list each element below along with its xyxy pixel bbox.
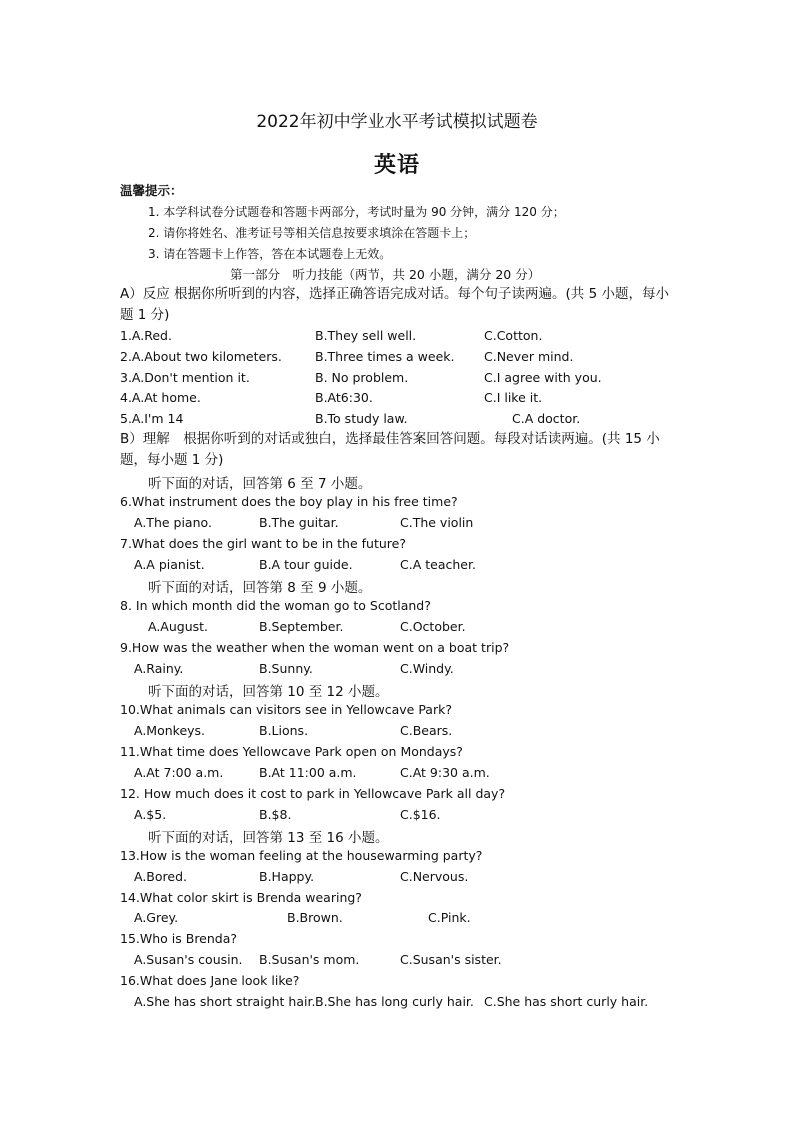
option-b: B.A tour guide. <box>259 557 353 572</box>
option-a: A.Bored. <box>134 869 187 884</box>
option-a: 5.A.I'm 14 <box>120 411 184 426</box>
option-a: A.August. <box>148 619 209 634</box>
option-c: C.At 9:30 a.m. <box>400 765 490 780</box>
question-text: 12. How much does it cost to park in Yellowcave Park all day? <box>120 786 506 801</box>
option-b: B.$8. <box>259 807 292 822</box>
exam-title: 2022年初中学业水平考试模拟试题卷 <box>256 112 538 132</box>
option-b: B.Susan's mom. <box>259 952 360 967</box>
question-text: 11.What time does Yellowcave Park open on Mondays? <box>120 744 463 759</box>
option-a: 4.A.At home. <box>120 390 201 405</box>
option-b: B.September. <box>259 619 344 634</box>
option-b: B.Happy. <box>259 869 315 884</box>
option-b: B.At6:30. <box>315 390 373 405</box>
option-c: C.A doctor. <box>512 411 581 426</box>
option-c: C.Susan's sister. <box>400 952 502 967</box>
option-a: A.$5. <box>134 807 167 822</box>
option-b: B.At 11:00 a.m. <box>259 765 357 780</box>
option-c: C.A teacher. <box>400 557 476 572</box>
question-text: 16.What does Jane look like? <box>120 973 300 988</box>
option-c: C.The violin <box>400 515 474 530</box>
option-c: C.I like it. <box>484 390 543 405</box>
tip-item: 3. 请在答题卡上作答，答在本试题卷上无效。 <box>148 247 392 261</box>
subject-title: 英语 <box>373 153 420 178</box>
question-text: 8. In which month did the woman go to Scotland? <box>120 598 431 613</box>
option-b: B.Brown. <box>287 910 343 925</box>
group-intro: 听下面的对话，回答第 13 至 16 小题。 <box>148 830 389 846</box>
option-c: C.October. <box>400 619 466 634</box>
group-intro: 听下面的对话，回答第 10 至 12 小题。 <box>148 684 389 700</box>
question-text: 10.What animals can visitors see in Yellowcave Park? <box>120 702 452 717</box>
option-c: C.Cotton. <box>484 328 543 343</box>
option-a: 3.A.Don't mention it. <box>120 370 250 385</box>
option-b: B.They sell well. <box>315 328 417 343</box>
tip-item: 2. 请你将姓名、准考证号等相关信息按要求填涂在答题卡上； <box>148 226 476 240</box>
tip-item: 1. 本学科试卷分试题卷和答题卡两部分，考试时量为 90 分钟，满分 120 分； <box>148 205 565 219</box>
option-a: A.She has short straight hair. <box>134 994 316 1009</box>
option-c: C.Pink. <box>428 910 471 925</box>
question-text: 13.How is the woman feeling at the housewarming party? <box>120 848 483 863</box>
option-a: A.Grey. <box>134 910 179 925</box>
question-text: 7.What does the girl want to be in the future? <box>120 536 406 551</box>
part1-heading: 第一部分 听力技能（两节，共 20 小题，满分 20 分） <box>230 267 541 282</box>
option-c: C.Nervous. <box>400 869 469 884</box>
option-b: B.Sunny. <box>259 661 313 676</box>
option-a: A.Susan's cousin. <box>134 952 243 967</box>
option-a: A.The piano. <box>134 515 212 530</box>
sectionA-instruction: A）反应 根据你所听到的内容，选择正确答语完成对话。每个句子读两遍。(共 5 小题，每小题 1 分) <box>120 286 669 323</box>
option-c: C.Windy. <box>400 661 454 676</box>
option-a: A.A pianist. <box>134 557 205 572</box>
option-a: A.At 7:00 a.m. <box>134 765 224 780</box>
group-intro: 听下面的对话，回答第 6 至 7 小题。 <box>148 476 372 492</box>
question-text: 9.How was the weather when the woman went on a boat trip? <box>120 640 510 655</box>
question-text: 6.What instrument does the boy play in his free time? <box>120 494 458 509</box>
option-c: C.Never mind. <box>484 349 574 364</box>
question-text: 15.Who is Brenda? <box>120 931 238 946</box>
option-b: B. No problem. <box>315 370 409 385</box>
option-c: C.She has short curly hair. <box>484 994 649 1009</box>
option-c: C.I agree with you. <box>484 370 602 385</box>
question-text: 14.What color skirt is Brenda wearing? <box>120 890 362 905</box>
option-a: 2.A.About two kilometers. <box>120 349 282 364</box>
group-intro: 听下面的对话，回答第 8 至 9 小题。 <box>148 580 372 596</box>
option-a: 1.A.Red. <box>120 328 172 343</box>
option-a: A.Rainy. <box>134 661 184 676</box>
option-b: B.Three times a week. <box>315 349 455 364</box>
option-c: C.Bears. <box>400 723 453 738</box>
sectionB-instruction: B）理解 根据你听到的对话或独白，选择最佳答案回答问题。每段对话读两遍。(共 15 小题，每小题 1 分) <box>120 431 660 468</box>
option-b: B.Lions. <box>259 723 309 738</box>
tips-heading: 温馨提示： <box>120 183 183 198</box>
option-c: C.$16. <box>400 807 441 822</box>
option-a: A.Monkeys. <box>134 723 206 738</box>
option-b: B.To study law. <box>315 411 408 426</box>
option-b: B.She has long curly hair. <box>315 994 474 1009</box>
option-b: B.The guitar. <box>259 515 339 530</box>
